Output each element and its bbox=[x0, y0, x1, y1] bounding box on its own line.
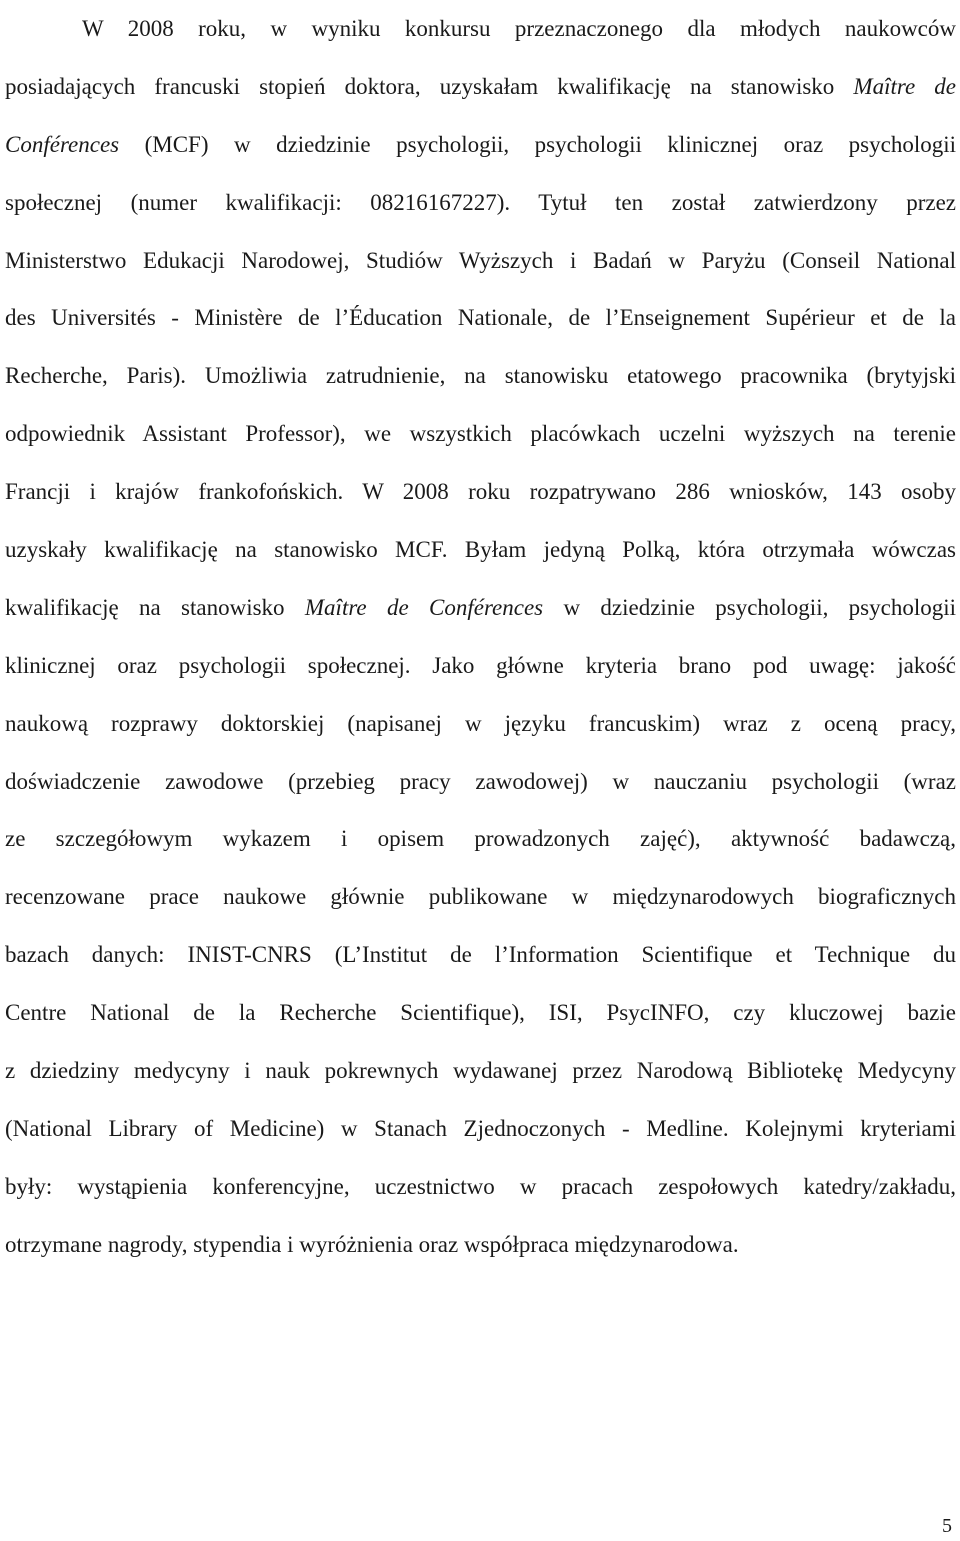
text-line: z dziedziny medycyny i nauk pokrewnych wydawanej przez Narodową Bibliotekę Medycyny bbox=[5, 1058, 956, 1084]
text-line: bazach danych: INIST-CNRS (L’Institut de l’Information Scientifique et Technique du bbox=[5, 942, 956, 968]
text-line: Conférences (MCF) w dziedzinie psychologii, psychologii klinicznej oraz psychologii bbox=[5, 131, 956, 157]
text-line: Francji i krajów frankofońskich. W 2008 roku rozpatrywano 286 wniosków, 143 osoby bbox=[5, 479, 956, 505]
text-line: (National Library of Medicine) w Stanach Zjednoczonych - Medline. Kolejnymi kryteriami bbox=[5, 1115, 956, 1141]
text-line: społecznej (numer kwalifikacji: 08216167227). Tytuł ten został zatwierdzony przez bbox=[5, 189, 956, 215]
text-line: posiadających francuski stopień doktora, uzyskałam kwalifikację na stanowisko Maître de bbox=[5, 73, 956, 99]
text-line: W 2008 roku, w wyniku konkursu przeznaczonego dla młodych naukowców bbox=[82, 16, 956, 41]
text-line: uzyskały kwalifikację na stanowisko MCF. Byłam jedyną Polką, która otrzymała wówczas bbox=[5, 537, 956, 563]
text-line: recenzowane prace naukowe głównie publikowane w międzynarodowych biograficznych bbox=[5, 884, 956, 910]
text-line: klinicznej oraz psychologii społecznej. Jako główne kryteria brano pod uwagę: jakość bbox=[5, 652, 956, 678]
text-line: kwalifikację na stanowisko Maître de Conférences w dziedzinie psychologii, psychologii bbox=[5, 594, 956, 620]
text-line: odpowiednik Assistant Professor), we wszystkich placówkach uczelni wyższych na terenie bbox=[5, 421, 956, 447]
text-line: Centre National de la Recherche Scientifique), ISI, PsycINFO, czy kluczowej bazie bbox=[5, 1000, 956, 1026]
italic-term: Maître de bbox=[853, 73, 956, 99]
text-line: ze szczegółowym wykazem i opisem prowadzonych zajęć), aktywność badawczą, bbox=[5, 826, 956, 852]
text-line: otrzymane nagrody, stypendia i wyróżnienia oraz współpraca międzynarodowa. bbox=[5, 1231, 739, 1257]
text-line: Ministerstwo Edukacji Narodowej, Studiów Wyższych i Badań w Paryżu (Conseil National bbox=[5, 247, 956, 273]
text-line: des Universités - Ministère de l’Éducation Nationale, de l’Enseignement Supérieur et de la bbox=[5, 305, 956, 331]
italic-term: Maître de Conférences bbox=[304, 594, 544, 620]
text-line: doświadczenie zawodowe (przebieg pracy zawodowej) w nauczaniu psychologii (wraz bbox=[5, 768, 956, 794]
text-line: naukową rozprawy doktorskiej (napisanej w języku francuskim) wraz z oceną pracy, bbox=[5, 710, 956, 736]
text-line: Recherche, Paris). Umożliwia zatrudnienie, na stanowisku etatowego pracownika (brytyjski bbox=[5, 363, 956, 389]
body-paragraph bbox=[5, 0, 956, 1274]
text-line: były: wystąpienia konferencyjne, uczestnictwo w pracach zespołowych katedry/zakładu, bbox=[5, 1173, 956, 1199]
italic-term: Conférences bbox=[5, 131, 120, 157]
page-number: 5 bbox=[942, 1515, 952, 1537]
